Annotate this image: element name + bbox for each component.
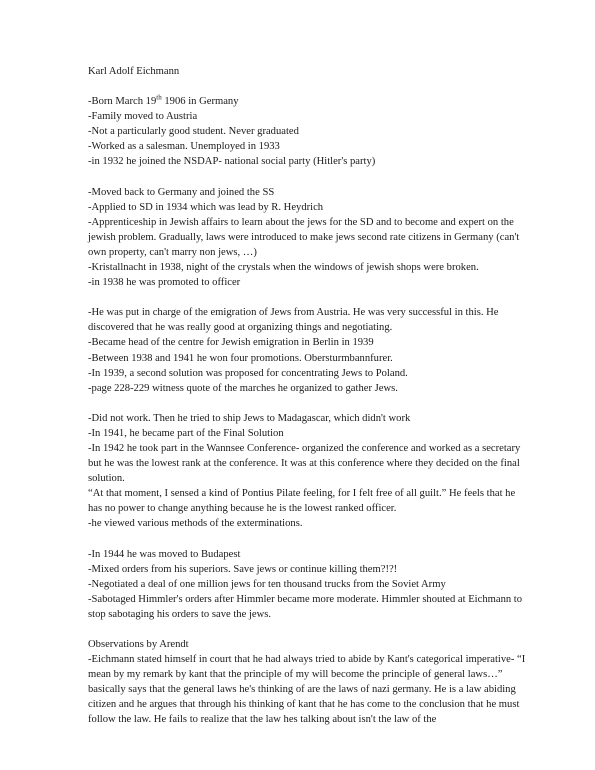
paragraph-line: -Became head of the centre for Jewish emigration in Berlin in 1939: [88, 337, 374, 349]
paragraph-line: -He was put in charge of the emigration of Jews from Austria. He was very successful in this. He discovered that he was really good at organizing things and negotiating.: [88, 307, 499, 334]
section-arendt-observations: [88, 637, 528, 728]
section-ss-career: [88, 185, 528, 291]
section-heading: Observations by Arendt: [88, 639, 189, 650]
paragraph-line: -Sabotaged Himmler's orders after Himmler became more moderate. Himmler shouted at Eichmann to stop sabotaging his orders to save the jews.: [88, 593, 523, 620]
born-line: -Born March 19th 1906 in Germany: [88, 93, 239, 108]
section-emigration: [88, 305, 528, 396]
paragraph-line: -In 1941, he became part of the Final Solution: [88, 427, 284, 439]
document-page: [88, 64, 528, 728]
paragraph-line: -Did not work. Then he tried to ship Jews to Madagascar, which didn't work: [88, 412, 411, 424]
document-title: Karl Adolf Eichmann: [88, 66, 180, 77]
quote-line: “At that moment, I sensed a kind of Pontius Pilate feeling, for I felt free of all guilt.” He feels that he has no power to change anything because he is the lowest ranked officer.: [88, 488, 516, 515]
paragraph-line: -Negotiated a deal of one million jews for ten thousand trucks from the Soviet Army: [88, 578, 446, 590]
paragraph-line: -Eichmann stated himself in court that he had always tried to abide by Kant's categorical imperative- “I mean by my remark by kant that the principle of my will become the principle of general laws…” basically says that the general laws he's thinking of are the laws of nazi germany. He is a law abiding citizen and he argues that through his thinking of kant that he has come to the conclusion that he must follow the law. He fails to realize that the law hes talking about isn't the law of the: [88, 654, 526, 726]
section-budapest: [88, 547, 528, 622]
paragraph-line: -Kristallnacht in 1938, night of the crystals when the windows of jewish shops were broken.: [88, 262, 479, 274]
paragraph-line: -In 1942 he took part in the Wannsee Conference- organized the conference and worked as a secretary but he was the lowest rank at the conference. It was at this conference where they decided on the final solution.: [88, 442, 521, 485]
paragraph-line: -in 1932 he joined the NSDAP- national social party (Hitler's party): [88, 156, 376, 168]
paragraph-line: -he viewed various methods of the exterminations.: [88, 518, 303, 530]
paragraph-line: -Moved back to Germany and joined the SS: [88, 186, 275, 198]
paragraph-line: -Worked as a salesman. Unemployed in 1933: [88, 141, 280, 153]
paragraph-line: -Family moved to Austria: [88, 111, 198, 123]
paragraph-line: -Apprenticeship in Jewish affairs to learn about the jews for the SD and to become and expert on the jewish problem. Gradually, laws were introduced to make jews second rate citizens in Germany (can't own property, can't marry non jews, …): [88, 216, 520, 258]
paragraph-line: -In 1944 he was moved to Budapest: [88, 548, 241, 560]
paragraph-line: -Between 1938 and 1941 he won four promotions. Obersturmbannfurer.: [88, 352, 393, 364]
section-final-solution: [88, 411, 528, 532]
paragraph-line: -In 1939, a second solution was proposed for concentrating Jews to Poland.: [88, 367, 408, 379]
paragraph-line: -in 1938 he was promoted to officer: [88, 277, 241, 289]
paragraph-line: -Mixed orders from his superiors. Save jews or continue killing them?!?!: [88, 563, 398, 575]
paragraph-line: -Not a particularly good student. Never graduated: [88, 126, 299, 138]
paragraph-line: -Applied to SD in 1934 which was lead by R. Heydrich: [88, 201, 324, 213]
paragraph-line: -page 228-229 witness quote of the marches he organized to gather Jews.: [88, 382, 398, 394]
section-early-life: [88, 94, 528, 169]
